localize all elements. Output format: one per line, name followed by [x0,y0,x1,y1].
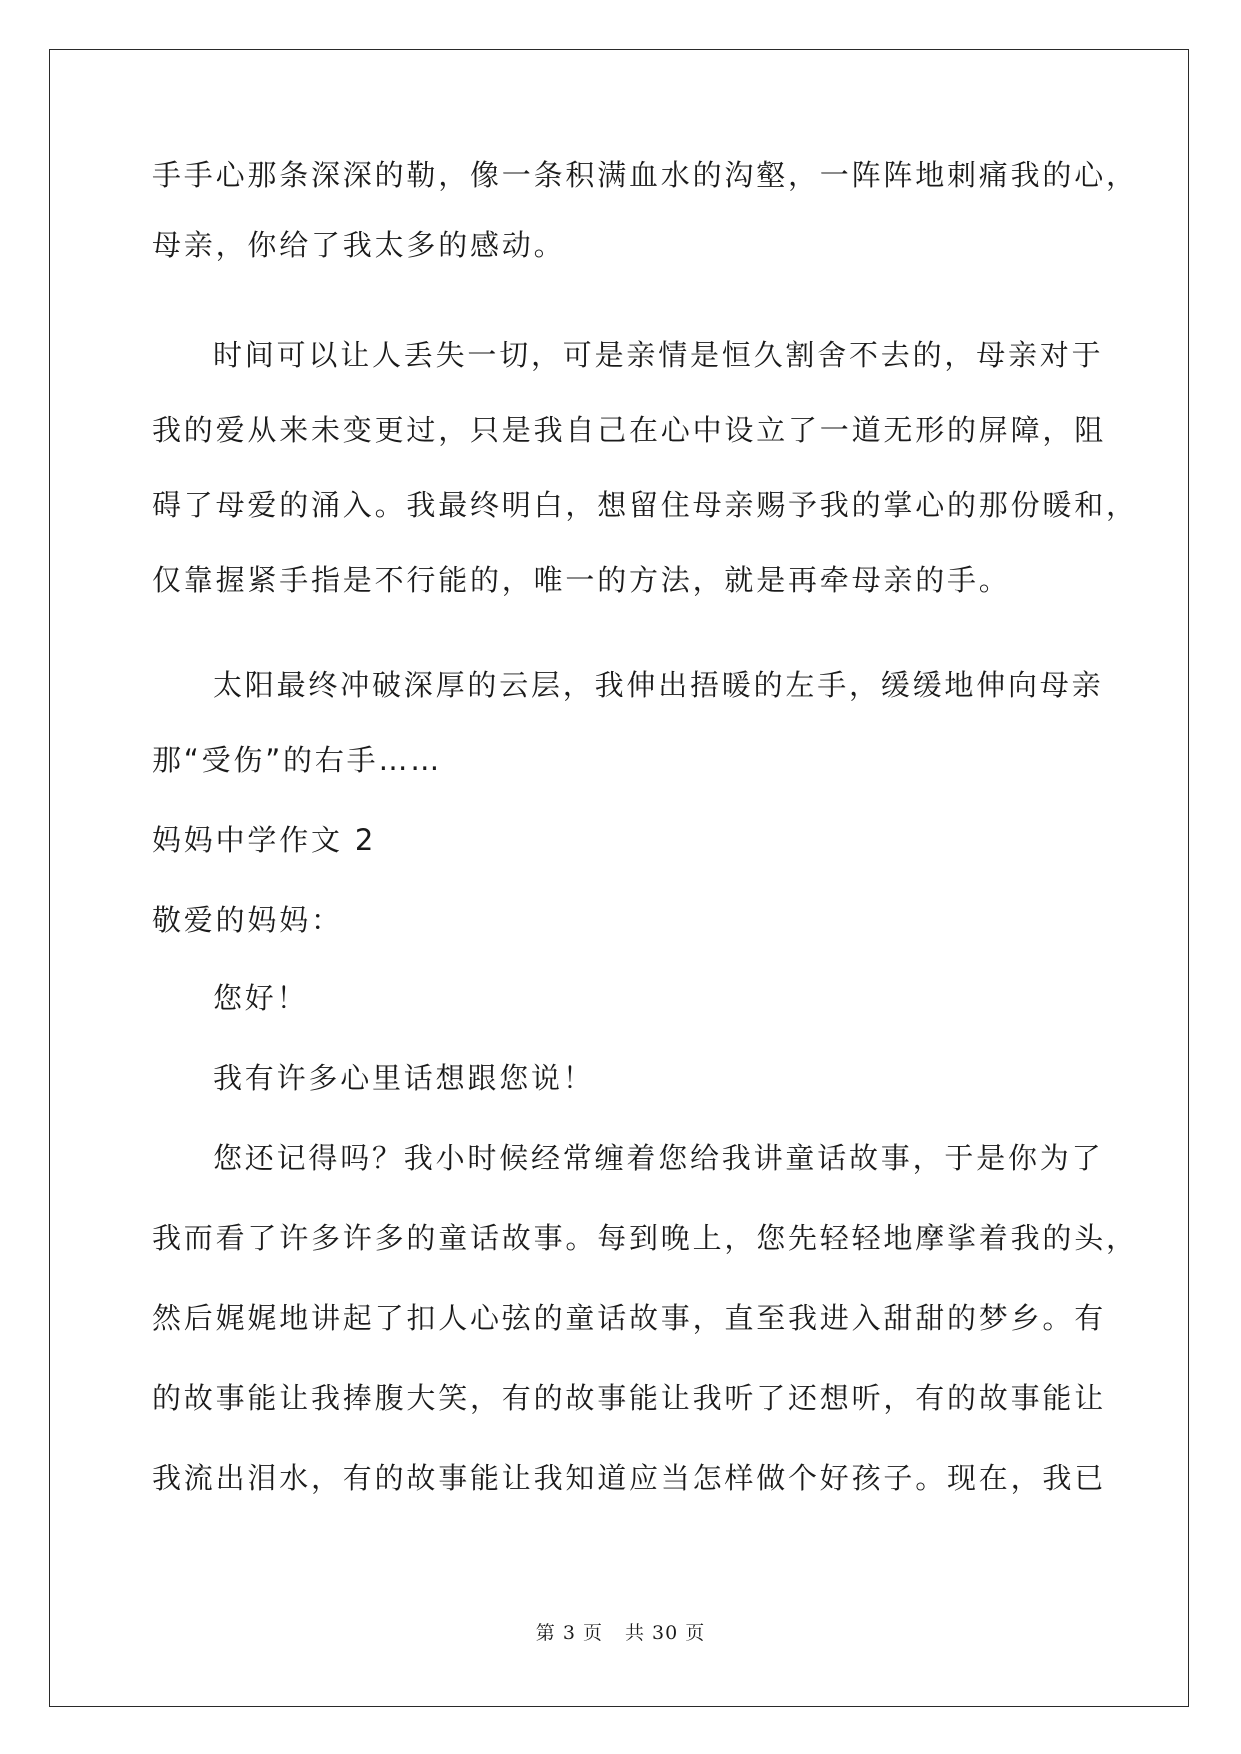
letter-salutation: 敬爱的妈妈： [152,903,343,937]
letter-greeting: 您好！ [213,981,309,1015]
paragraph-first-line: 时间可以让人丢失一切，可是亲情是恒久割舍不去的，母亲对于 [213,338,1104,372]
body-line: 我的爱从来未变更过，只是我自己在心中设立了一道无形的屏障，阻 [152,413,1107,447]
page-total: 共 30 页 [624,1622,706,1644]
paragraph-first-line: 我有许多心里话想跟您说！ [213,1061,595,1095]
body-line: 的故事能让我捧腹大笑，有的故事能让我听了还想听，有的故事能让 [152,1381,1107,1415]
body-line: 碍了母爱的涌入。我最终明白，想留住母亲赐予我的掌心的那份暖和， [152,488,1138,522]
body-line: 我而看了许多许多的童话故事。每到晚上，您先轻轻地摩挲着我的头， [152,1221,1138,1255]
body-line: 然后娓娓地讲起了扣人心弦的童话故事，直至我进入甜甜的梦乡。有 [152,1301,1107,1335]
paragraph-first-line: 您还记得吗？我小时候经常缠着您给我讲童话故事，于是你为了 [213,1141,1104,1175]
body-line: 我流出泪水，有的故事能让我知道应当怎样做个好孩子。现在，我已 [152,1461,1107,1495]
paragraph-first-line: 太阳最终冲破深厚的云层，我伸出捂暖的左手，缓缓地伸向母亲 [213,668,1104,702]
section-heading: 妈妈中学作文 2 [152,823,377,857]
body-line: 手手心那条深深的勒，像一条积满血水的沟壑，一阵阵地刺痛我的心， [152,158,1138,192]
body-line: 那“受伤”的右手…… [152,743,443,777]
body-line: 仅靠握紧手指是不行能的，唯一的方法，就是再牵母亲的手。 [152,563,1011,597]
page-number: 第 3 页 [535,1622,603,1644]
body-line: 母亲，你给了我太多的感动。 [152,228,566,262]
page-footer [0,1618,1241,1645]
